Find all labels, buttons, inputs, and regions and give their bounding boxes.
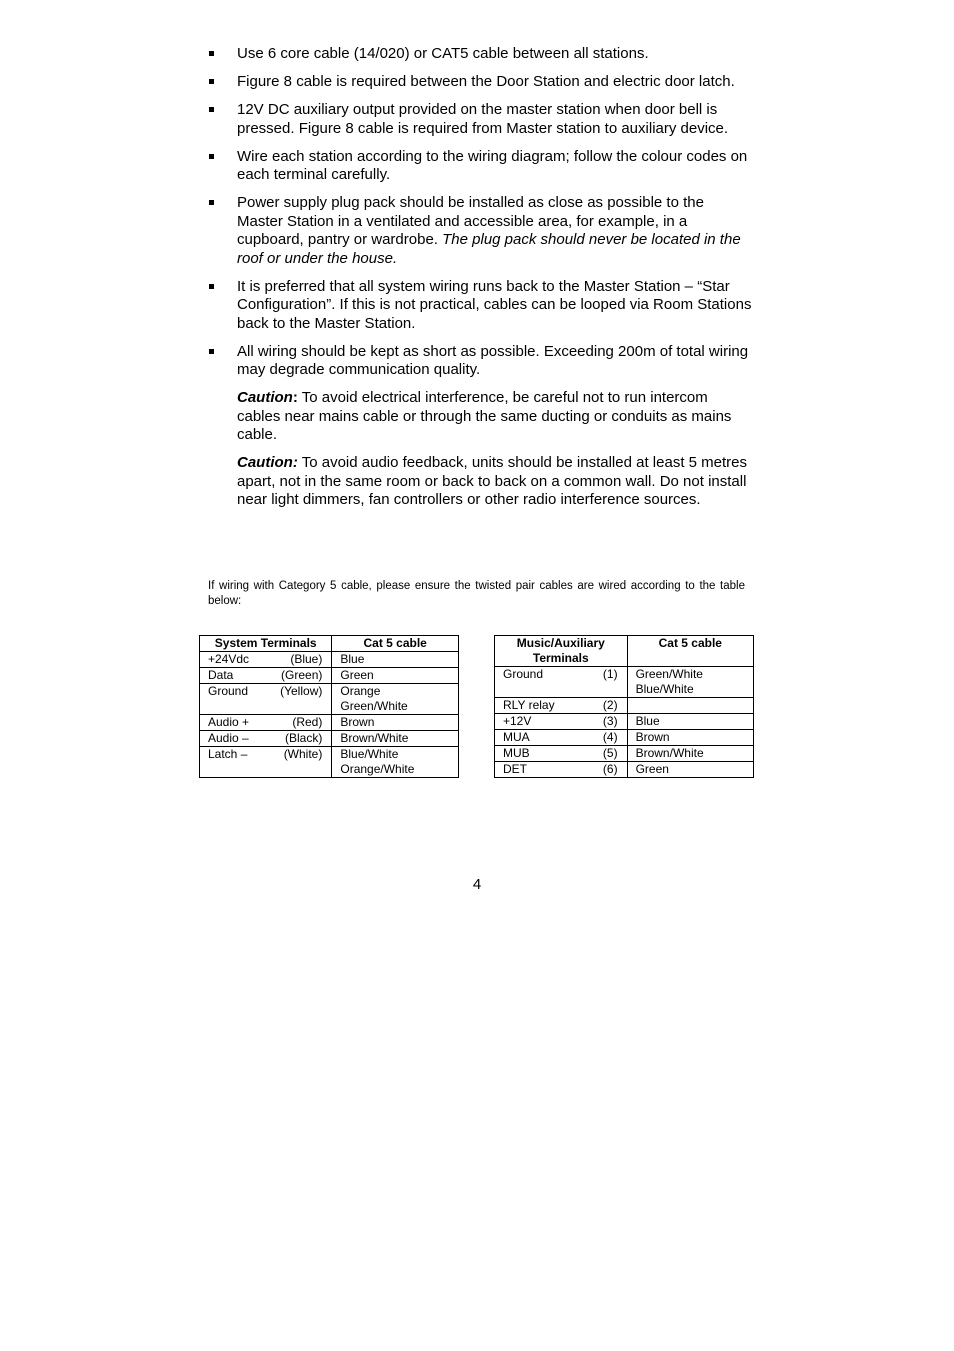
- terminal-cell: [200, 747, 332, 778]
- cable-colour: Green/White: [340, 699, 408, 713]
- terminal-name: MUB: [503, 746, 530, 760]
- terminal-cell: [200, 731, 332, 747]
- table-row: [495, 698, 754, 714]
- terminal-name: Latch –: [208, 747, 248, 761]
- terminal-cell: [495, 730, 628, 746]
- caution-interference: Caution: To avoid electrical interference, be careful not to run intercom cables near mains cable or through the same ducting or conduits as mains cable.: [237, 389, 732, 443]
- terminal-code: (Blue): [290, 652, 323, 666]
- terminal-code: (Black): [285, 731, 323, 745]
- terminal-cell: [200, 668, 332, 684]
- caution-feedback: Caution: To avoid audio feedback, units should be installed at least 5 metres apart, not in the same room or back to back on a common wall. Do not install near light dimmers, fan controllers or other radio interference sources.: [237, 454, 748, 508]
- table-row: [495, 746, 754, 762]
- terminal-code: (2): [602, 698, 618, 712]
- music-auxiliary-terminals-table: [494, 635, 754, 778]
- cable-colour-cell: [627, 746, 753, 762]
- table-row: [200, 652, 459, 668]
- cable-colour-cell: [627, 698, 753, 714]
- terminal-cell: [200, 715, 332, 731]
- table-header-row: [200, 636, 459, 652]
- square-bullet-icon: [209, 200, 214, 205]
- table-row: [495, 762, 754, 778]
- table-row: [200, 684, 459, 715]
- column-header: Music/Auxiliary Terminals: [495, 636, 628, 667]
- installation-notes-list: [208, 45, 753, 519]
- terminal-name: Data: [208, 668, 234, 682]
- terminal-cell: [495, 698, 628, 714]
- square-bullet-icon: [209, 154, 214, 159]
- terminal-name: RLY relay: [503, 698, 555, 712]
- cable-colour-cell: [627, 730, 753, 746]
- terminal-code: (3): [602, 714, 618, 728]
- terminal-name: +24Vdc: [208, 652, 250, 666]
- terminal-code: (4): [602, 730, 618, 744]
- column-header: Cat 5 cable: [627, 636, 753, 667]
- terminal-name: Audio –: [208, 731, 249, 745]
- cable-colour: Orange/White: [340, 762, 415, 776]
- bullet-item: All wiring should be kept as short as possible. Exceeding 200m of total wiring may degrade communication quality.: [208, 343, 753, 380]
- terminal-cell: [495, 746, 628, 762]
- terminal-code: (White): [283, 747, 323, 761]
- cable-colour: Brown/White: [635, 746, 704, 760]
- terminal-name: Ground: [503, 667, 544, 681]
- terminal-cell: [495, 714, 628, 730]
- terminal-code: (Yellow): [280, 684, 323, 698]
- cable-colour: Brown/White: [340, 731, 409, 745]
- terminal-code: (5): [602, 746, 618, 760]
- cat5-wiring-note: If wiring with Category 5 cable, please ensure the twisted pair cables are wired according to the table below:: [208, 580, 745, 607]
- system-terminals-table: [199, 635, 459, 778]
- table-row: [200, 668, 459, 684]
- cable-colour-cell: [332, 715, 459, 731]
- terminal-code: (1): [602, 667, 618, 681]
- square-bullet-icon: [209, 284, 214, 289]
- table-row: [495, 667, 754, 698]
- cable-colour-cell: [332, 652, 459, 668]
- square-bullet-icon: [209, 349, 214, 354]
- cable-colour: Green: [340, 668, 374, 682]
- terminal-name: MUA: [503, 730, 530, 744]
- music-auxiliary-body: [495, 667, 754, 778]
- terminal-name: Audio +: [208, 715, 250, 729]
- cable-colour-cell: [627, 762, 753, 778]
- terminal-code: (Red): [292, 715, 323, 729]
- cable-colour: Blue: [340, 652, 365, 666]
- table-row: [200, 715, 459, 731]
- bullet-item: Use 6 core cable (14/020) or CAT5 cable between all stations.: [208, 45, 753, 64]
- cable-colour: Brown: [635, 730, 670, 744]
- terminal-cell: [495, 667, 628, 698]
- terminal-code: (6): [602, 762, 618, 776]
- cable-colour-cell: [332, 684, 459, 715]
- cable-colour: Green: [635, 762, 669, 776]
- bullet-item: 12V DC auxiliary output provided on the master station when door bell is pressed. Figure 8 cable is required from Master station to auxiliary device.: [208, 101, 753, 138]
- bullet-item: Figure 8 cable is required between the Door Station and electric door latch.: [208, 73, 753, 92]
- cable-colour: Blue/White: [340, 747, 399, 761]
- column-header: Cat 5 cable: [332, 636, 459, 652]
- cable-colour-cell: [627, 667, 753, 698]
- cable-colour-cell: [332, 731, 459, 747]
- table-row: [200, 731, 459, 747]
- terminal-cell: [200, 652, 332, 668]
- terminal-code: (Green): [281, 668, 323, 682]
- square-bullet-icon: [209, 51, 214, 56]
- square-bullet-icon: [209, 107, 214, 112]
- terminal-name: Ground: [208, 684, 249, 698]
- terminal-name: DET: [503, 762, 527, 776]
- cable-colour: Blue: [635, 714, 660, 728]
- cable-colour-cell: [332, 668, 459, 684]
- cable-colour: Blue/White: [635, 682, 694, 696]
- terminal-name: +12V: [503, 714, 532, 728]
- table-header-row: [495, 636, 754, 667]
- cable-colour: Orange: [340, 684, 381, 698]
- terminal-cell: [200, 684, 332, 715]
- table-row: [495, 730, 754, 746]
- table-row: [495, 714, 754, 730]
- page-number: 4: [472, 876, 482, 893]
- cable-colour: Brown: [340, 715, 375, 729]
- system-terminals-body: [200, 652, 459, 778]
- table-row: [200, 747, 459, 778]
- cable-colour: Green/White: [635, 667, 703, 681]
- square-bullet-icon: [209, 79, 214, 84]
- bullet-item: It is preferred that all system wiring runs back to the Master Station – “Star Configuration”. If this is not practical, cables can be looped via Room Stations back to the Master Station.: [208, 278, 753, 334]
- bullet-item: Wire each station according to the wiring diagram; follow the colour codes on each terminal carefully.: [208, 148, 753, 185]
- cable-colour-cell: [332, 747, 459, 778]
- bullet-item: Power supply plug pack should be installed as close as possible to the Master Station in a ventilated and accessible area, for example, in a cupboard, pantry or wardrobe. The plug pack should never be located in the roof or under the house.: [208, 194, 753, 268]
- column-header: System Terminals: [200, 636, 332, 652]
- cable-colour-cell: [627, 714, 753, 730]
- terminal-cell: [495, 762, 628, 778]
